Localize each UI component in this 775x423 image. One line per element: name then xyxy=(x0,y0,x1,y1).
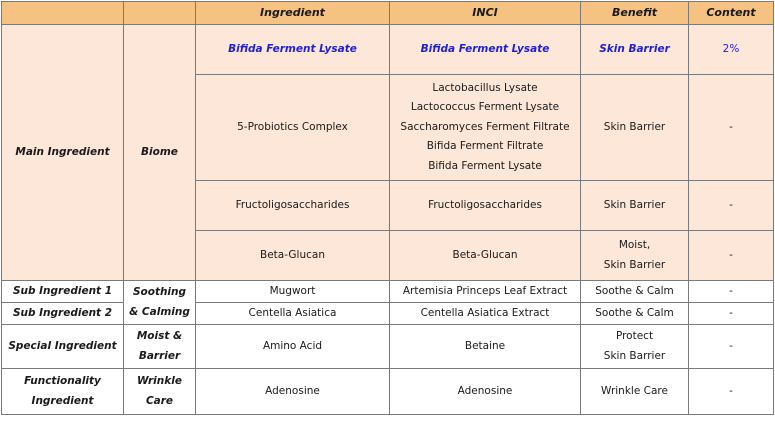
category-line: Functionality xyxy=(24,375,101,387)
header-ingredient: Ingredient xyxy=(196,2,390,25)
header-blank-1 xyxy=(2,2,124,25)
content-cell: - xyxy=(689,325,774,369)
inci-line: Lactococcus Ferment Lysate xyxy=(410,101,560,114)
ingredient-cell: Adenosine xyxy=(196,369,390,415)
group-line: Moist & xyxy=(136,330,183,342)
benefit-cell: Skin Barrier xyxy=(581,181,689,231)
content-cell: - xyxy=(689,303,774,325)
benefit-line: Moist, xyxy=(618,239,651,251)
group-line: Wrinkle xyxy=(137,375,182,387)
table-row xyxy=(2,281,774,303)
content-cell: - xyxy=(689,231,774,281)
inci-cell: Beta-Glucan xyxy=(390,231,581,281)
special-ingredient-category: Special Ingredient xyxy=(2,325,124,369)
benefit-cell xyxy=(581,325,689,369)
table-row xyxy=(2,369,774,415)
inci-cell: Adenosine xyxy=(390,369,581,415)
benefit-line: Skin Barrier xyxy=(603,349,666,362)
ingredient-cell: 5-Probiotics Complex xyxy=(196,75,390,181)
ingredient-cell: Mugwort xyxy=(196,281,390,303)
inci-cell: Centella Asiatica Extract xyxy=(390,303,581,325)
content-cell: 2% xyxy=(689,25,774,75)
inci-line: Bifida Ferment Lysate xyxy=(428,159,542,172)
biome-group: Biome xyxy=(124,25,196,281)
inci-cell xyxy=(390,75,581,181)
content-cell: - xyxy=(689,75,774,181)
header-inci: INCI xyxy=(390,2,581,25)
inci-line: Saccharomyces Ferment Filtrate xyxy=(400,120,570,133)
benefit-cell: Soothe & Calm xyxy=(581,281,689,303)
content-cell: - xyxy=(689,369,774,415)
ingredient-cell: Fructoligosaccharides xyxy=(196,181,390,231)
benefit-cell: Soothe & Calm xyxy=(581,303,689,325)
ingredient-cell: Beta-Glucan xyxy=(196,231,390,281)
ingredient-cell: Amino Acid xyxy=(196,325,390,369)
benefit-cell xyxy=(581,231,689,281)
main-ingredient-category: Main Ingredient xyxy=(2,25,124,281)
table-row xyxy=(2,303,774,325)
header-content: Content xyxy=(689,2,774,25)
table-row xyxy=(2,325,774,369)
sub-ingredient-1-category: Sub Ingredient 1 xyxy=(2,281,124,303)
benefit-line: Skin Barrier xyxy=(603,258,666,271)
benefit-cell: Wrinkle Care xyxy=(581,369,689,415)
header-benefit: Benefit xyxy=(581,2,689,25)
category-line: Ingredient xyxy=(31,394,94,407)
ingredient-cell: Bifida Ferment Lysate xyxy=(196,25,390,75)
group-line: Barrier xyxy=(138,349,181,362)
content-cell: - xyxy=(689,281,774,303)
ingredient-cell: Centella Asiatica xyxy=(196,303,390,325)
benefit-cell: Skin Barrier xyxy=(581,75,689,181)
soothing-group xyxy=(124,281,196,325)
benefit-cell: Skin Barrier xyxy=(581,25,689,75)
inci-cell: Fructoligosaccharides xyxy=(390,181,581,231)
header-row xyxy=(2,2,774,25)
inci-cell: Bifida Ferment Lysate xyxy=(390,25,581,75)
ingredient-table xyxy=(1,1,774,415)
wrinkle-care-group xyxy=(124,369,196,415)
inci-cell: Artemisia Princeps Leaf Extract xyxy=(390,281,581,303)
moist-barrier-group xyxy=(124,325,196,369)
inci-line: Lactobacillus Lysate xyxy=(432,81,538,94)
functionality-ingredient-category xyxy=(2,369,124,415)
sub-ingredient-2-category: Sub Ingredient 2 xyxy=(2,303,124,325)
header-blank-2 xyxy=(124,2,196,25)
table-row xyxy=(2,25,774,75)
group-line: & Calming xyxy=(129,305,190,318)
benefit-line: Protect xyxy=(615,330,654,342)
content-cell: - xyxy=(689,181,774,231)
group-line: Soothing xyxy=(132,286,187,298)
group-line: Care xyxy=(145,394,174,407)
inci-cell: Betaine xyxy=(390,325,581,369)
inci-line: Bifida Ferment Filtrate xyxy=(426,140,544,153)
